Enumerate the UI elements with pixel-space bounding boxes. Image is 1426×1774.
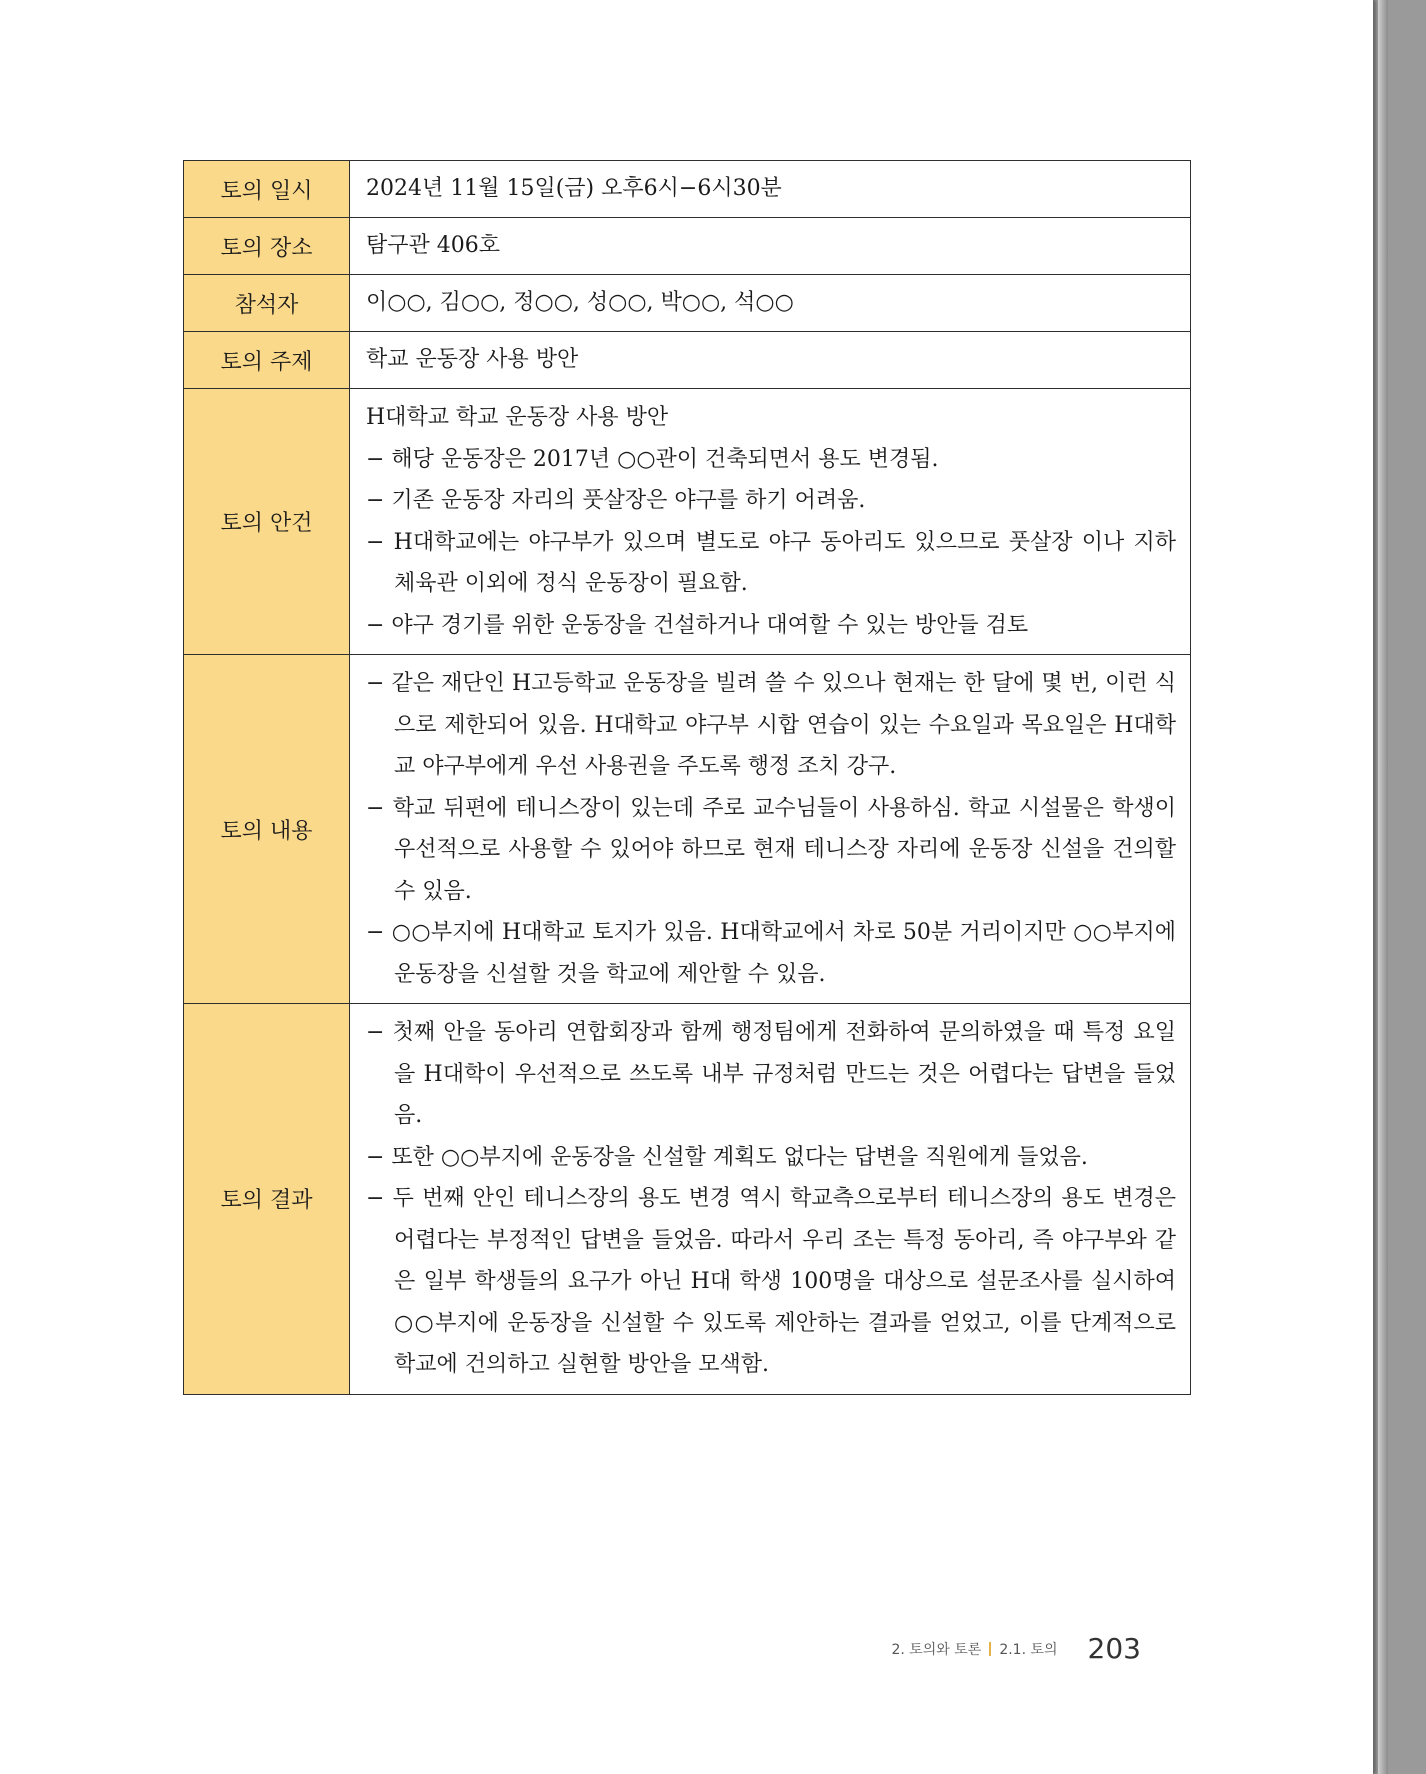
row-label: 토의 결과 xyxy=(184,1004,350,1395)
row-label: 토의 안건 xyxy=(184,389,350,655)
row-value xyxy=(350,218,1191,275)
row-label: 토의 일시 xyxy=(184,161,350,218)
row-label: 참석자 xyxy=(184,275,350,332)
row-value xyxy=(350,389,1191,655)
bullet-item: − 학교 뒤편에 테니스장이 있는데 주로 교수님들이 사용하심. 학교 시설물은 학생이 우선적으로 사용할 수 있어야 하므로 현재 테니스장 자리에 운동장 신설을 건의할 수 있음. xyxy=(366,795,1176,904)
row-label: 토의 장소 xyxy=(184,218,350,275)
row-agenda xyxy=(184,389,1191,655)
bullet-item: − 또한 ○○부지에 운동장을 신설할 계획도 없다는 답변을 직원에게 들었음. xyxy=(366,1144,1088,1170)
footer-divider xyxy=(989,1642,991,1656)
page-edge xyxy=(1378,0,1388,1774)
row-topic xyxy=(184,332,1191,389)
bullet-item: − 두 번째 안인 테니스장의 용도 변경 역시 학교측으로부터 테니스장의 용도 변경은 어렵다는 부정적인 답변을 들었음. 따라서 우리 조는 특정 동아리, 즉 야구부와 같은 일부 학생들의 요구가 아닌 H대 학생 100명을 대상으로 설문조사를 실시하여 ○○부지에 운동장을 신설할 수 있도록 제안하는 결과를 얻었고, 이를 단계적으로 학교에 건의하고 실현할 방안을 모색함. xyxy=(366,1186,1176,1377)
row-value xyxy=(350,275,1191,332)
value-line: 2024년 11월 15일(금) 오후6시−6시30분 xyxy=(366,176,782,202)
row-attendees xyxy=(184,275,1191,332)
footer-section: 2.1. 토의 xyxy=(999,1641,1058,1658)
bullet-item: − 같은 재단인 H고등학교 운동장을 빌려 쓸 수 있으나 현재는 한 달에 몇 번, 이런 식으로 제한되어 있음. H대학교 야구부 시합 연습이 있는 수요일과 목요일은 H대학교 야구부에게 우선 사용권을 주도록 행정 조치 강구. xyxy=(366,671,1176,779)
row-value xyxy=(350,655,1191,1004)
meeting-minutes-table xyxy=(183,160,1191,1395)
agenda-heading: H대학교 학교 운동장 사용 방안 xyxy=(366,405,669,430)
row-date xyxy=(184,161,1191,218)
footer-chapter: 2. 토의와 토론 xyxy=(891,1641,982,1658)
bullet-item: − 기존 운동장 자리의 풋살장은 야구를 하기 어려움. xyxy=(366,488,866,513)
bullet-item: − 야구 경기를 위한 운동장을 건설하거나 대여할 수 있는 방안들 검토 xyxy=(366,612,1029,638)
row-place xyxy=(184,218,1191,275)
bullet-item: − 첫째 안을 동아리 연합회장과 함께 행정팀에게 전화하여 문의하였을 때 특정 요일을 H대학이 우선적으로 쓰도록 내부 규정처럼 만드는 것은 어렵다는 답변을 들었음. xyxy=(366,1020,1176,1128)
page-footer xyxy=(891,1632,1141,1665)
bullet-item: − H대학교에는 야구부가 있으며 별도로 야구 동아리도 있으므로 풋살장 이나 지하 체육관 이외에 정식 운동장이 필요함. xyxy=(366,529,1176,596)
bullet-item: − ○○부지에 H대학교 토지가 있음. H대학교에서 차로 50분 거리이지만 ○○부지에 운동장을 신설할 것을 학교에 제안할 수 있음. xyxy=(366,920,1176,987)
row-label: 토의 주제 xyxy=(184,332,350,389)
value-line: 탐구관 406호 xyxy=(366,233,500,259)
row-result xyxy=(184,1004,1191,1395)
row-value xyxy=(350,161,1191,218)
row-content xyxy=(184,655,1191,1004)
value-line: 이○○, 김○○, 정○○, 성○○, 박○○, 석○○ xyxy=(366,290,794,316)
bullet-item: − 해당 운동장은 2017년 ○○관이 건축되면서 용도 변경됨. xyxy=(366,446,939,472)
row-value xyxy=(350,1004,1191,1395)
row-label: 토의 내용 xyxy=(184,655,350,1004)
page-number: 203 xyxy=(1087,1632,1141,1665)
value-line: 학교 운동장 사용 방안 xyxy=(366,347,579,373)
row-value xyxy=(350,332,1191,389)
